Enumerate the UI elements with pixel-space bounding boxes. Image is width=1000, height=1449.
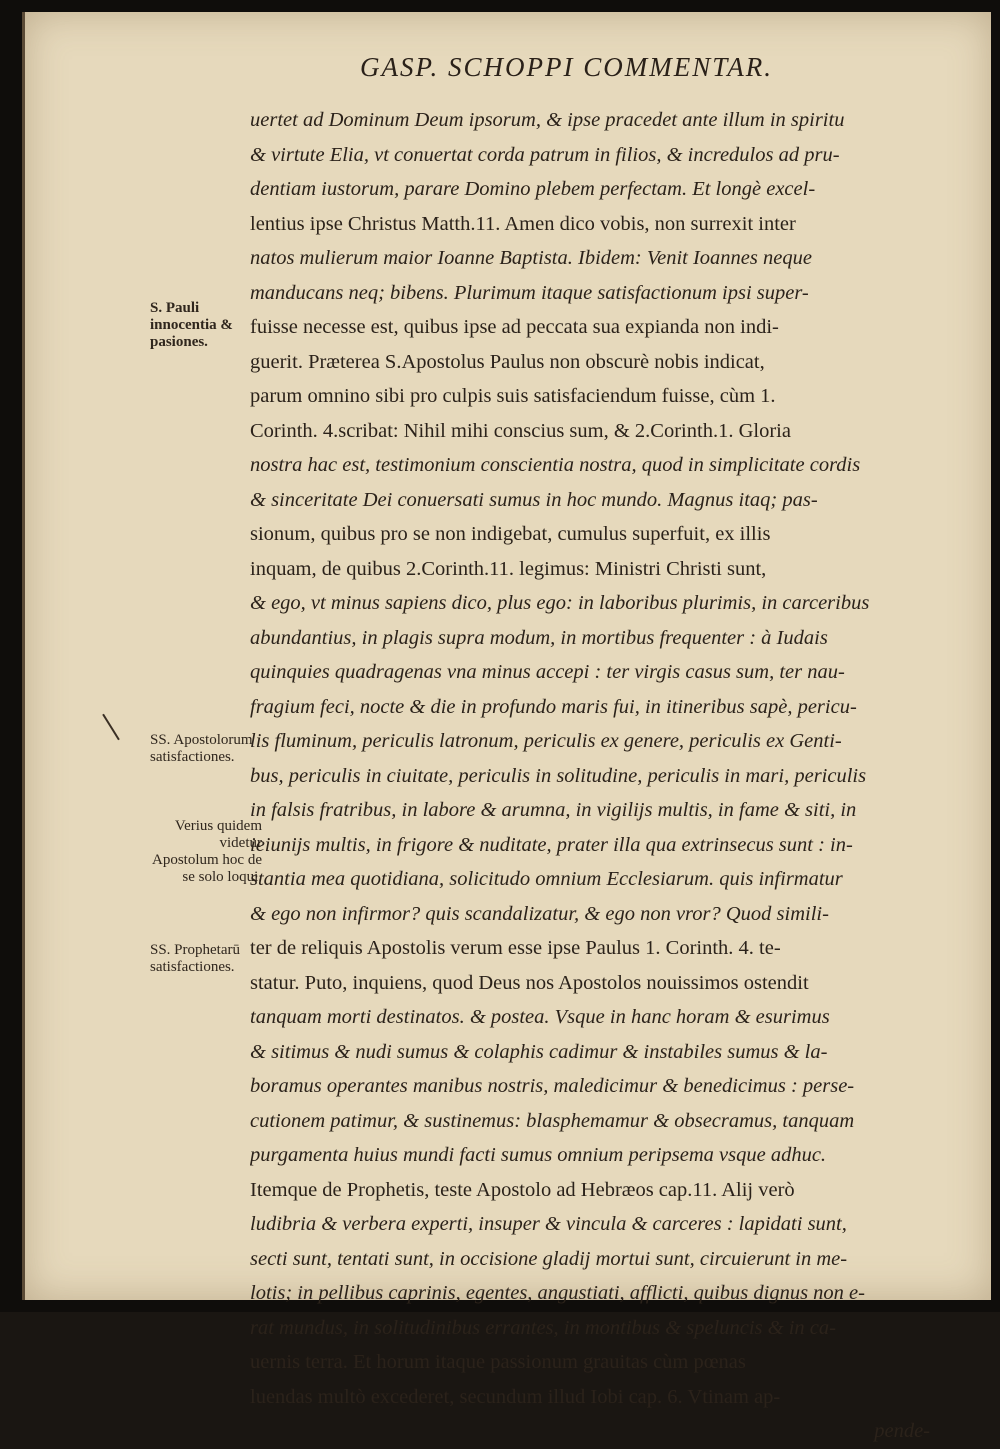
text-line: sionum, quibus pro se non indigebat, cumulus superfuit, ex illis [250,523,771,545]
text-line: ter de reliquis Apostolis verum esse ipse Paulus 1. Corinth. 4. te- [250,937,781,959]
text-line: guerit. Præterea S.Apostolus Paulus non obscurè nobis indicat, [250,350,765,373]
text-line: quinquies quadragenas vna minus accepi : ter virgis casus sum, ter nau- [250,661,845,683]
text-line: uernis terra. Et horum itaque passionum grauitas cùm pœnas [250,1351,746,1373]
text-line: manducans neq; bibens. Plurimum itaque satisfactionum ipsi super- [250,281,809,304]
text-line: lotis; in pellibus caprinis, egentes, angustiati, afflicti, quibus dignus non e- [250,1282,865,1304]
text-line: uertet ad Dominum Deum ipsorum, & ipse pracedet ante illum in spiritu [250,109,845,131]
text-line: secti sunt, tentati sunt, in occisione gladij mortui sunt, circuierunt in me- [250,1247,848,1270]
text-line: inquam, de quibus 2.Corinth.11. legimus: Ministri Christi sunt, [250,557,767,580]
text-line: in falsis fratribus, in labore & arumna, in vigilijs multis, in fame & siti, in [250,799,857,821]
text-line: luendas multò excederet, secundum illud Iobi cap. 6. Vtinam ap- [250,1385,781,1408]
text-line: lentius ipse Christus Matth.11. Amen dico vobis, non surrexit inter [250,212,796,235]
text-line: purgamenta huius mundi facti sumus omnium peripsema vsque adhuc. [250,1144,827,1166]
text-line: & ego non infirmor? quis scandalizatur, & ego non vror? Quod simili- [250,902,829,925]
text-line: lis fluminum, periculis latronum, periculis ex genere, periculis ex Genti- [250,730,842,752]
text-line: ludibria & verbera experti, insuper & vincula & carceres : lapidati sunt, [250,1213,847,1235]
catchword: pende- [874,1420,930,1442]
text-line: & ego, vt minus sapiens dico, plus ego: in laboribus plurimis, in carceribus [250,592,870,614]
margin-note-verius: Verius quidem videtur Apostolum hoc de se solo loqui. [152,818,262,885]
text-line: natos mulierum maior Ioanne Baptista. Ibidem: Venit Ioannes neque [250,247,812,269]
running-head: GASP. SCHOPPI COMMENTAR. [360,52,773,82]
text-line: boramus operantes manibus nostris, maledicimur & benedicimus : perse- [250,1075,855,1097]
text-line: Corinth. 4.scribat: Nihil mihi conscius sum, & 2.Corinth.1. Gloria [250,419,791,442]
text-line: statur. Puto, inquiens, quod Deus nos Apostolos nouissimos ostendit [250,971,809,994]
text-line: fuisse necesse est, quibus ipse ad peccata sua expianda non indi- [250,316,779,338]
text-line: dentiam iustorum, parare Domino plebem perfectam. Et longè excel- [250,178,816,200]
margin-note-apostolorum: SS. Apostolorum satisfactiones. [150,732,253,765]
text-line: & sitimus & nudi sumus & colaphis cadimur & instabiles sumus & la- [250,1040,828,1063]
margin-note-pauli: S. Pauli innocentia & pasiones. [150,300,233,350]
text-line: abundantius, in plagis supra modum, in mortibus frequenter : à Iudais [250,626,828,649]
text-line: parum omnino sibi pro culpis suis satisfaciendum fuisse, cùm 1. [250,385,776,407]
text-line: rat mundus, in solitudinibus errantes, in montibus & speluncis & in ca- [250,1316,836,1339]
text-line: tanquam morti destinatos. & postea. Vsque in hanc horam & esurimus [250,1006,830,1028]
text-line: fragium feci, nocte & die in profundo maris fui, in itineribus sapè, pericu- [250,695,857,718]
text-line: & virtute Elia, vt conuertat corda patrum in filios, & incredulos ad pru- [250,143,840,166]
margin-note-prophetarum: SS. Prophetarū satisfactiones. [150,942,240,975]
text-line: & sinceritate Dei conuersati sumus in hoc mundo. Magnus itaq; pas- [250,488,818,511]
text-line: stantia mea quotidiana, solicitudo omnium Ecclesiarum. quis infirmatur [250,868,843,890]
text-line: cutionem patimur, & sustinemus: blasphemamur & obsecramus, tanquam [250,1109,855,1132]
body-text [250,103,930,1449]
text-line: nostra hac est, testimonium conscientia nostra, quod in simplicitate cordis [250,454,861,476]
text-line: bus, periculis in ciuitate, periculis in solitudine, periculis in mari, periculis [250,764,867,787]
text-line: Itemque de Prophetis, teste Apostolo ad Hebræos cap.11. Alij verò [250,1178,795,1201]
text-line: ieiunijs multis, in frigore & nuditate, prater illa qua extrinsecus sunt : in- [250,833,853,856]
